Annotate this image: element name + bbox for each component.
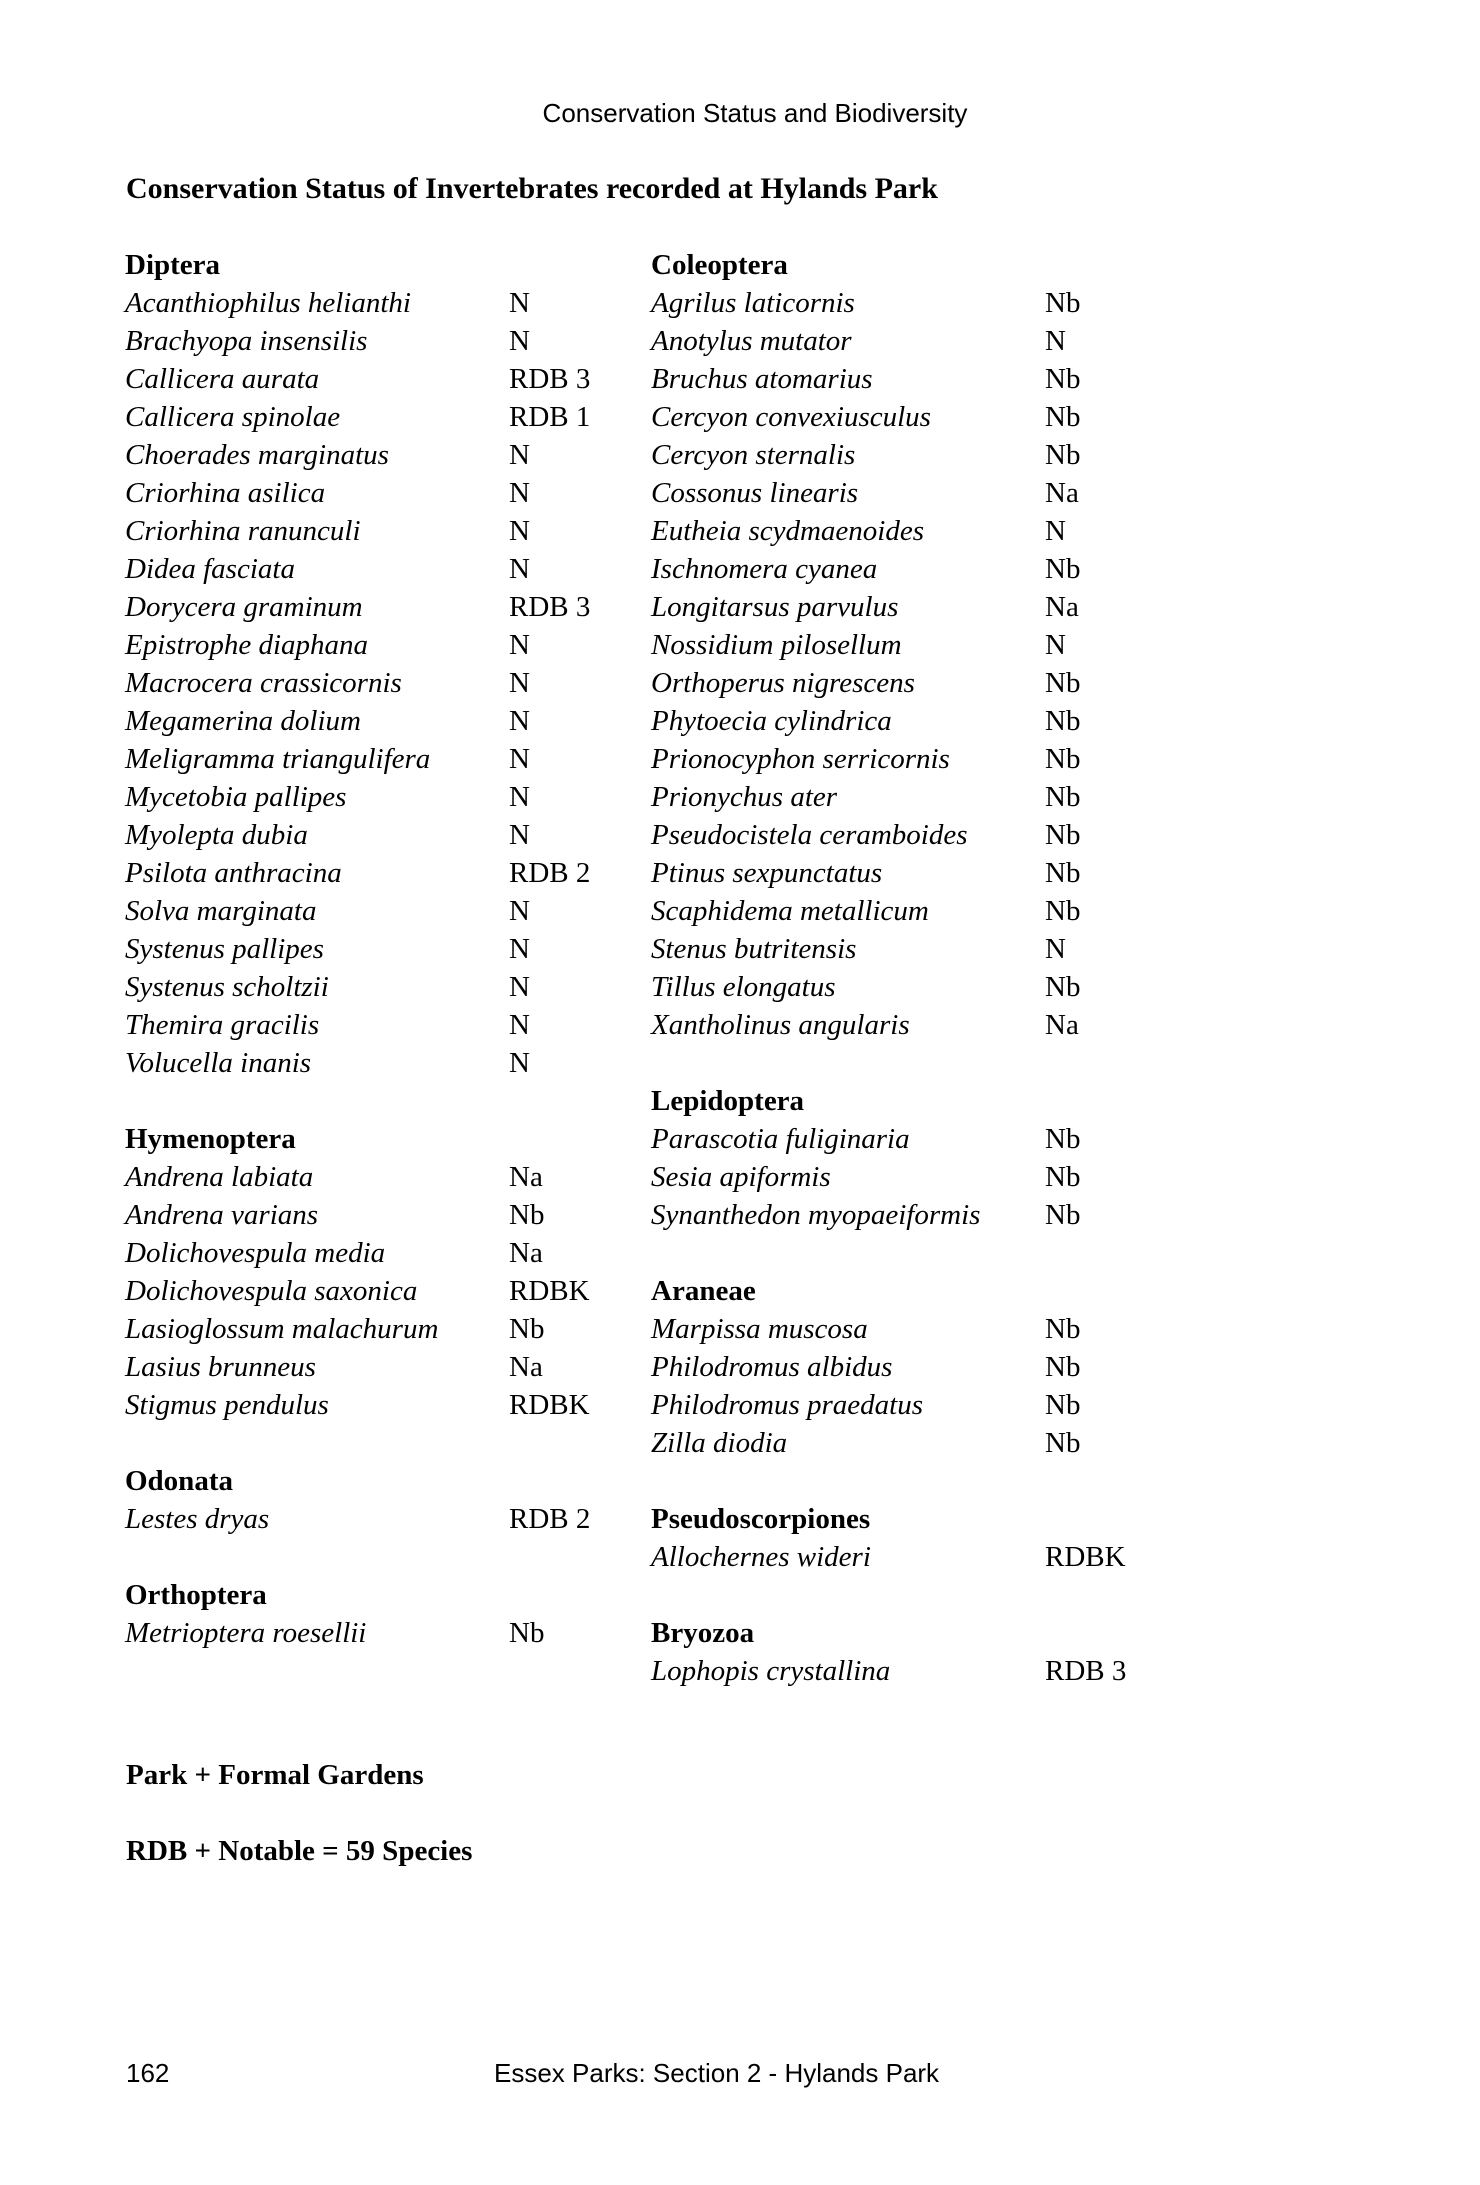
species-name: Allochernes wideri — [651, 1541, 871, 1573]
group-heading: Araneae — [651, 1275, 756, 1307]
conservation-status: N — [509, 477, 530, 509]
species-name: Volucella inanis — [125, 1047, 312, 1079]
conservation-status: N — [509, 1047, 530, 1079]
conservation-status: N — [509, 1009, 530, 1041]
species-row — [125, 474, 590, 512]
species-row — [651, 550, 1126, 588]
species-row — [125, 1272, 590, 1310]
conservation-status: Na — [509, 1237, 543, 1269]
species-row — [651, 930, 1126, 968]
species-row — [651, 854, 1126, 892]
species-row — [125, 626, 590, 664]
conservation-status: RDB 1 — [509, 401, 591, 433]
conservation-status: RDBK — [509, 1275, 590, 1307]
species-name: Macrocera crassicornis — [125, 667, 402, 699]
species-name: Bruchus atomarius — [651, 363, 873, 395]
species-name: Andrena varians — [125, 1199, 319, 1231]
species-name: Brachyopa insensilis — [125, 325, 368, 357]
species-row — [651, 322, 1126, 360]
species-row — [125, 550, 590, 588]
species-row — [651, 360, 1126, 398]
species-name: Systenus pallipes — [125, 933, 324, 965]
species-name: Agrilus laticornis — [651, 287, 855, 319]
species-name: Dorycera graminum — [125, 591, 363, 623]
conservation-status: Nb — [1045, 857, 1081, 889]
summary-location: Park + Formal Gardens — [126, 1759, 424, 1791]
species-name: Prionocyphon serricornis — [651, 743, 950, 775]
species-name: Xantholinus angularis — [651, 1009, 910, 1041]
species-name: Cercyon sternalis — [651, 439, 856, 471]
species-row — [651, 1538, 1126, 1576]
species-row — [651, 702, 1126, 740]
taxon-group — [125, 1120, 590, 1424]
species-name: Stigmus pendulus — [125, 1389, 329, 1421]
conservation-status: Nb — [1045, 401, 1081, 433]
group-heading: Orthoptera — [125, 1579, 267, 1611]
conservation-status: Nb — [1045, 1351, 1081, 1383]
species-name: Orthoperus nigrescens — [651, 667, 915, 699]
conservation-status: N — [509, 515, 530, 547]
conservation-status: N — [509, 895, 530, 927]
conservation-status: Nb — [509, 1313, 545, 1345]
taxon-group — [651, 1614, 1126, 1690]
species-row — [125, 1006, 590, 1044]
conservation-status: Nb — [1045, 743, 1081, 775]
species-name: Ptinus sexpunctatus — [651, 857, 883, 889]
species-name: Meligramma triangulifera — [125, 743, 431, 775]
species-name: Epistrophe diaphana — [125, 629, 369, 661]
conservation-status: Nb — [1045, 1199, 1081, 1231]
species-row — [651, 664, 1126, 702]
species-row — [651, 1424, 1126, 1462]
conservation-status: Nb — [1045, 1161, 1081, 1193]
taxon-group — [125, 1462, 590, 1538]
species-row — [651, 1196, 1126, 1234]
taxon-group — [651, 246, 1126, 1044]
right-column — [651, 246, 1126, 1728]
species-row — [125, 1234, 590, 1272]
species-name: Lasioglossum malachurum — [125, 1313, 439, 1345]
species-name: Solva marginata — [125, 895, 317, 927]
species-name: Megamerina dolium — [125, 705, 361, 737]
conservation-status: Nb — [1045, 971, 1081, 1003]
conservation-status: Nb — [1045, 705, 1081, 737]
conservation-status: N — [509, 705, 530, 737]
conservation-status: Nb — [1045, 819, 1081, 851]
taxon-group — [651, 1082, 1126, 1234]
species-row — [125, 1044, 590, 1082]
species-name: Dolichovespula media — [125, 1237, 386, 1269]
species-name: Pseudocistela ceramboides — [651, 819, 968, 851]
species-row — [125, 1614, 590, 1652]
species-row — [651, 1386, 1126, 1424]
species-name: Lophopis crystallina — [651, 1655, 891, 1687]
species-row — [125, 930, 590, 968]
taxon-group — [125, 1576, 590, 1652]
species-row — [125, 588, 590, 626]
left-column — [125, 246, 590, 1690]
conservation-status: RDB 3 — [509, 363, 591, 395]
species-row — [125, 1310, 590, 1348]
species-row — [125, 1500, 590, 1538]
species-name: Nossidium pilosellum — [651, 629, 902, 661]
species-row — [125, 702, 590, 740]
conservation-status: Nb — [1045, 781, 1081, 813]
species-name: Choerades marginatus — [125, 439, 389, 471]
species-row — [651, 1348, 1126, 1386]
conservation-status: Nb — [1045, 1389, 1081, 1421]
conservation-status: N — [1045, 515, 1066, 547]
species-name: Criorhina asilica — [125, 477, 326, 509]
conservation-status: N — [509, 629, 530, 661]
species-row — [651, 1310, 1126, 1348]
summary-total: RDB + Notable = 59 Species — [126, 1835, 473, 1867]
species-row — [125, 778, 590, 816]
species-row — [125, 1158, 590, 1196]
conservation-status: N — [509, 819, 530, 851]
species-name: Systenus scholtzii — [125, 971, 329, 1003]
conservation-status: Na — [1045, 591, 1079, 623]
species-row — [125, 816, 590, 854]
species-row — [125, 1386, 590, 1424]
species-name: Psilota anthracina — [125, 857, 342, 889]
species-row — [125, 740, 590, 778]
species-row — [125, 360, 590, 398]
conservation-status: RDB 3 — [1045, 1655, 1127, 1687]
species-name: Dolichovespula saxonica — [125, 1275, 418, 1307]
conservation-status: N — [1045, 933, 1066, 965]
species-row — [125, 436, 590, 474]
species-row — [125, 284, 590, 322]
species-name: Parascotia fuliginaria — [651, 1123, 910, 1155]
species-name: Tillus elongatus — [651, 971, 836, 1003]
conservation-status: N — [509, 743, 530, 775]
species-row — [651, 284, 1126, 322]
conservation-status: Nb — [1045, 1313, 1081, 1345]
conservation-status: Nb — [509, 1617, 545, 1649]
species-row — [651, 740, 1126, 778]
species-name: Longitarsus parvulus — [651, 591, 899, 623]
species-name: Criorhina ranunculi — [125, 515, 361, 547]
species-name: Eutheia scydmaenoides — [651, 515, 925, 547]
species-row — [651, 512, 1126, 550]
page-title: Conservation Status of Invertebrates recorded at Hylands Park — [126, 172, 938, 205]
conservation-status: Nb — [1045, 1123, 1081, 1155]
page-number: 162 — [126, 2058, 170, 2088]
species-name: Prionychus ater — [651, 781, 838, 813]
conservation-status: N — [1045, 629, 1066, 661]
conservation-status: Na — [509, 1351, 543, 1383]
species-name: Marpissa muscosa — [651, 1313, 868, 1345]
group-heading: Lepidoptera — [651, 1085, 805, 1117]
group-heading: Hymenoptera — [125, 1123, 296, 1155]
conservation-status: Nb — [1045, 1427, 1081, 1459]
species-name: Callicera spinolae — [125, 401, 341, 433]
species-name: Sesia apiformis — [651, 1161, 831, 1193]
species-name: Metrioptera roesellii — [125, 1617, 367, 1649]
conservation-status: N — [1045, 325, 1066, 357]
species-row — [125, 322, 590, 360]
species-name: Phytoecia cylindrica — [651, 705, 892, 737]
running-header: Conservation Status and Biodiversity — [542, 98, 968, 128]
species-row — [651, 1158, 1126, 1196]
species-row — [651, 816, 1126, 854]
species-name: Andrena labiata — [125, 1161, 314, 1193]
taxon-group — [125, 246, 590, 1082]
group-heading: Bryozoa — [651, 1617, 755, 1649]
species-row — [125, 1348, 590, 1386]
species-row — [651, 968, 1126, 1006]
group-heading: Coleoptera — [651, 249, 788, 281]
conservation-status: RDB 2 — [509, 1503, 591, 1535]
species-name: Zilla diodia — [651, 1427, 788, 1459]
species-row — [651, 398, 1126, 436]
species-name: Acanthiophilus helianthi — [125, 287, 411, 319]
conservation-status: N — [509, 553, 530, 585]
species-name: Cercyon convexiusculus — [651, 401, 931, 433]
conservation-status: N — [509, 781, 530, 813]
conservation-status: N — [509, 971, 530, 1003]
species-name: Myolepta dubia — [125, 819, 308, 851]
species-name: Didea fasciata — [125, 553, 295, 585]
species-name: Philodromus albidus — [651, 1351, 893, 1383]
conservation-status: N — [509, 287, 530, 319]
species-name: Scaphidema metallicum — [651, 895, 929, 927]
species-name: Ischnomera cyanea — [651, 553, 878, 585]
conservation-status: RDBK — [1045, 1541, 1126, 1573]
species-row — [125, 892, 590, 930]
species-row — [125, 398, 590, 436]
conservation-status: N — [509, 667, 530, 699]
conservation-status: Nb — [1045, 287, 1081, 319]
conservation-status: RDBK — [509, 1389, 590, 1421]
species-name: Themira gracilis — [125, 1009, 320, 1041]
species-name: Lestes dryas — [125, 1503, 270, 1535]
species-row — [651, 474, 1126, 512]
taxon-group — [651, 1272, 1126, 1462]
species-row — [125, 512, 590, 550]
species-name: Cossonus linearis — [651, 477, 859, 509]
taxon-group — [651, 1500, 1126, 1576]
footer-title: Essex Parks: Section 2 - Hylands Park — [494, 2058, 940, 2088]
species-name: Callicera aurata — [125, 363, 320, 395]
species-name: Philodromus praedatus — [651, 1389, 924, 1421]
group-heading: Odonata — [125, 1465, 233, 1497]
conservation-status: N — [509, 325, 530, 357]
conservation-status: Nb — [509, 1199, 545, 1231]
species-row — [651, 1652, 1126, 1690]
group-heading: Pseudoscorpiones — [651, 1503, 871, 1535]
conservation-status: Nb — [1045, 895, 1081, 927]
species-row — [125, 854, 590, 892]
conservation-status: RDB 3 — [509, 591, 591, 623]
conservation-status: Na — [1045, 1009, 1079, 1041]
species-row — [125, 664, 590, 702]
species-row — [651, 892, 1126, 930]
species-row — [651, 1006, 1126, 1044]
species-name: Stenus butritensis — [651, 933, 857, 965]
conservation-status: Nb — [1045, 363, 1081, 395]
species-row — [651, 626, 1126, 664]
species-name: Lasius brunneus — [125, 1351, 316, 1383]
species-row — [651, 778, 1126, 816]
species-row — [651, 436, 1126, 474]
conservation-status: N — [509, 439, 530, 471]
group-heading: Diptera — [125, 249, 221, 281]
species-name: Mycetobia pallipes — [125, 781, 347, 813]
conservation-status: N — [509, 933, 530, 965]
species-row — [125, 1196, 590, 1234]
species-row — [651, 1120, 1126, 1158]
conservation-status: Nb — [1045, 667, 1081, 699]
species-row — [125, 968, 590, 1006]
conservation-status: Na — [1045, 477, 1079, 509]
conservation-status: Na — [509, 1161, 543, 1193]
species-name: Anotylus mutator — [651, 325, 852, 357]
conservation-status: RDB 2 — [509, 857, 591, 889]
conservation-status: Nb — [1045, 439, 1081, 471]
species-row — [651, 588, 1126, 626]
species-name: Synanthedon myopaeiformis — [651, 1199, 981, 1231]
conservation-status: Nb — [1045, 553, 1081, 585]
